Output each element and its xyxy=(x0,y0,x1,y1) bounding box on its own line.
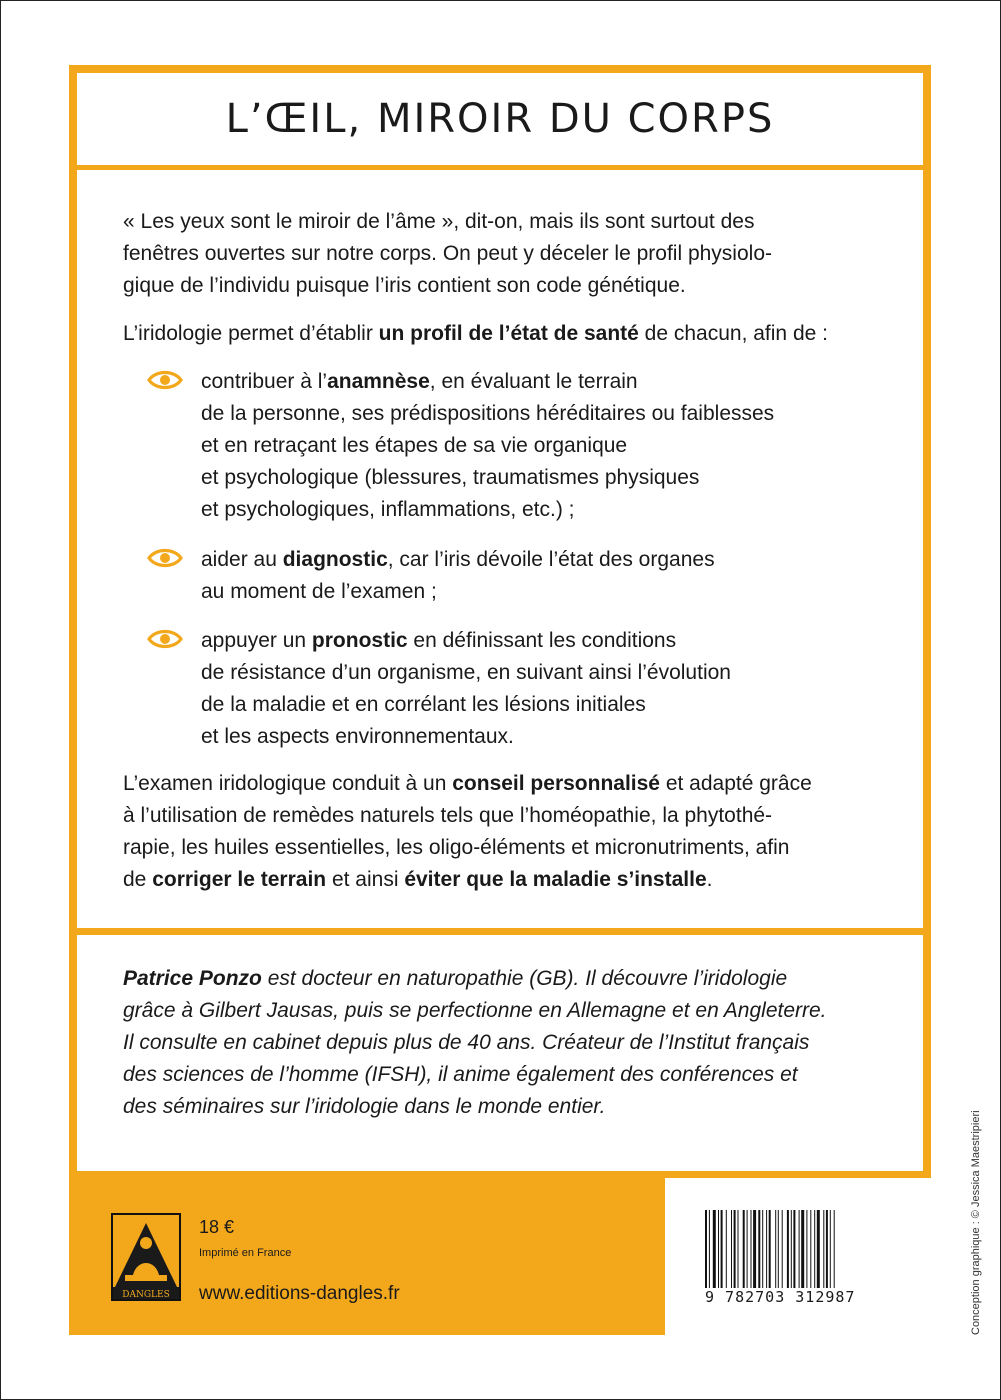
barcode-bar xyxy=(726,1210,727,1288)
design-credit: Conception graphique : © Jessica Maestripieri xyxy=(970,1110,982,1335)
author-bio-line: des séminaires sur l’iridologie dans le monde entier. xyxy=(123,1095,606,1118)
barcode-bar xyxy=(762,1210,763,1288)
barcode-bar xyxy=(721,1210,723,1288)
barcode-bar xyxy=(823,1210,824,1288)
closing-text: et ainsi xyxy=(326,868,405,891)
publisher-logo xyxy=(111,1213,181,1301)
barcode-bar xyxy=(778,1210,779,1288)
bullet-line: et les aspects environnementaux. xyxy=(201,725,514,748)
author-bio-line: Il consulte en cabinet depuis plus de 40 ans. Créateur de l’Institut français xyxy=(123,1031,810,1054)
intro-paragraph xyxy=(123,206,913,302)
barcode-bar xyxy=(793,1210,795,1288)
barcode-bar xyxy=(738,1210,739,1288)
bullet-keyword: anamnèse xyxy=(327,370,430,393)
price: 18 € xyxy=(199,1217,235,1237)
closing-text: . xyxy=(706,868,713,891)
bullet-line: contribuer à l’ xyxy=(201,370,328,393)
bullet-line: de la maladie et en corrélant les lésions initiales xyxy=(201,693,646,716)
barcode-bar xyxy=(782,1210,783,1288)
barcode-bar xyxy=(751,1210,752,1288)
barcode-bar xyxy=(799,1210,800,1288)
barcode xyxy=(705,1210,877,1288)
barcode-bar xyxy=(806,1210,807,1288)
barcode-bar xyxy=(718,1210,719,1288)
closing-paragraph xyxy=(123,768,913,896)
barcode-bar xyxy=(743,1210,745,1288)
title-panel xyxy=(77,73,923,165)
purpose-text: L’iridologie permet d’établir xyxy=(123,322,379,345)
eye-icon xyxy=(147,546,183,570)
barcode-bar xyxy=(830,1210,831,1288)
barcode-bar xyxy=(731,1210,732,1288)
closing-bold: éviter que la maladie s’installe xyxy=(404,868,707,891)
author-bio-line: grâce à Gilbert Jausas, puis se perfectionne en Allemagne et en Angleterre. xyxy=(123,999,827,1022)
purpose-text-end: de chacun, afin de : xyxy=(638,322,828,345)
author-name: Patrice Ponzo xyxy=(123,967,262,990)
bullet-line: et en retraçant les étapes de sa vie organique xyxy=(201,434,628,457)
bullet-line: , car l’iris dévoile l’état des organes xyxy=(387,548,715,571)
cover-frame xyxy=(69,65,931,1335)
closing-text: et adapté grâce xyxy=(659,772,812,795)
bullet-line: et psychologique (blessures, traumatismes physiques xyxy=(201,466,700,489)
bullet-line: au moment de l’examen ; xyxy=(201,580,437,603)
intro-line: fenêtres ouvertes sur notre corps. On peut y déceler le profil physiolo- xyxy=(123,242,772,265)
eye-icon xyxy=(147,627,183,651)
bullet-keyword: diagnostic xyxy=(282,548,388,571)
barcode-bar xyxy=(766,1210,767,1288)
barcode-bar xyxy=(817,1210,820,1288)
bullet-line: appuyer un xyxy=(201,629,312,652)
barcode-bar xyxy=(826,1210,828,1288)
bullet-line: , en évaluant le terrain xyxy=(429,370,638,393)
bullet-line: aider au xyxy=(201,548,283,571)
intro-line: « Les yeux sont le miroir de l’âme », dit-on, mais ils sont surtout des xyxy=(123,210,755,233)
author-bio xyxy=(123,963,923,1123)
barcode-bar xyxy=(814,1210,815,1288)
book-title: L’ŒIL, MIROIR DU CORPS xyxy=(225,96,775,142)
bullet-keyword: pronostic xyxy=(311,629,408,652)
barcode-panel xyxy=(665,1178,931,1335)
purpose-bold: un profil de l’état de santé xyxy=(378,322,639,345)
bullet-line: de la personne, ses prédispositions héréditaires ou faiblesses xyxy=(201,402,775,425)
isbn-number: 9 782703 312987 xyxy=(705,1288,856,1306)
closing-text: rapie, les huiles essentielles, les oligo-éléments et micronutriments, afin xyxy=(123,836,790,859)
barcode-bar xyxy=(713,1210,716,1288)
bullet-text xyxy=(201,625,921,753)
barcode-bar xyxy=(769,1210,771,1288)
closing-text: à l’utilisation de remèdes naturels tels que l’homéopathie, la phytothé- xyxy=(123,804,773,827)
barcode-bar xyxy=(787,1210,789,1288)
bullet-text xyxy=(201,366,921,526)
barcode-bar xyxy=(801,1210,804,1288)
barcode-bar xyxy=(709,1210,710,1288)
barcode-bar xyxy=(747,1210,748,1288)
barcode-bar xyxy=(705,1210,707,1288)
barcode-bar xyxy=(834,1210,835,1288)
description-panel xyxy=(77,170,923,928)
author-bio-line: est docteur en naturopathie (GB). Il découvre l’iridologie xyxy=(261,967,788,990)
barcode-bar xyxy=(810,1210,811,1288)
bullet-text xyxy=(201,544,921,608)
publisher-website: www.editions-dangles.fr xyxy=(199,1283,400,1304)
bullet-line: et psychologiques, inflammations, etc.) ; xyxy=(201,498,575,521)
author-bio-line: des sciences de l’homme (IFSH), il anime également des conférences et xyxy=(123,1063,798,1086)
bullet-line: de résistance d’un organisme, en suivant ainsi l’évolution xyxy=(201,661,731,684)
barcode-bar xyxy=(734,1210,736,1288)
printed-in: Imprimé en France xyxy=(199,1247,292,1259)
intro-line: gique de l’individu puisque l’iris contient son code génétique. xyxy=(123,274,686,297)
barcode-bar xyxy=(775,1210,776,1288)
closing-text: L’examen iridologique conduit à un xyxy=(123,772,453,795)
closing-bold: corriger le terrain xyxy=(152,868,327,891)
bullet-line: en définissant les conditions xyxy=(407,629,677,652)
eye-icon xyxy=(147,368,183,392)
publisher-logo-text: DANGLES xyxy=(122,1290,170,1300)
purpose-paragraph xyxy=(123,318,913,350)
closing-bold: conseil personnalisé xyxy=(452,772,660,795)
closing-text: de xyxy=(123,868,153,891)
barcode-bar xyxy=(791,1210,792,1288)
author-panel xyxy=(77,935,923,1171)
barcode-bar xyxy=(758,1210,760,1288)
barcode-bar xyxy=(753,1210,756,1288)
